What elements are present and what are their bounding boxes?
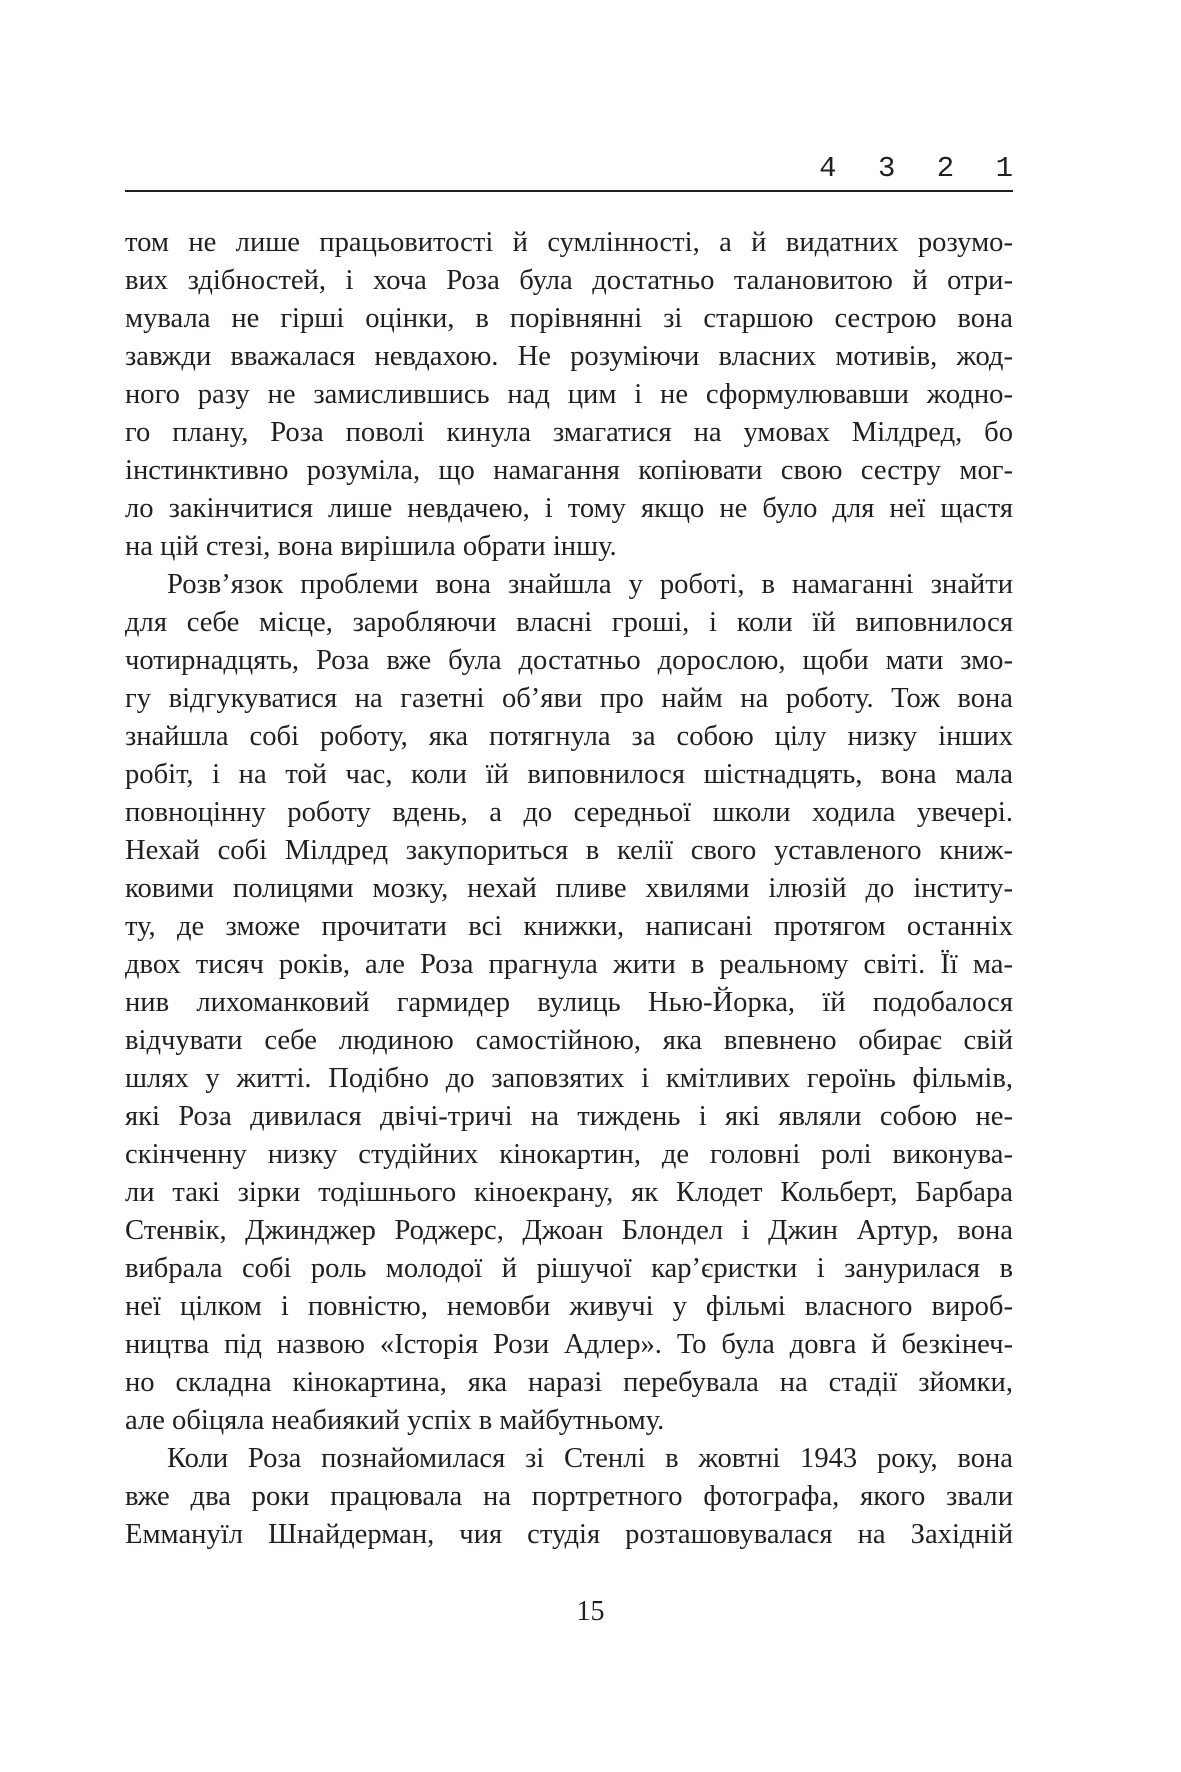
- text-line: відчувати себе людиною самостійною, яка впевнено обирає свій: [125, 1025, 1013, 1056]
- text-line: ного разу не замислившись над цим і не сформулювавши жодно-: [125, 379, 1013, 410]
- text-line: вих здібностей, і хоча Роза була достатньо талановитою й отри-: [125, 265, 1013, 296]
- text-line: ництва під назвою «Історія Рози Адлер». То була довга й безкінеч-: [125, 1329, 1013, 1360]
- text-line: ковими полицями мозку, нехай пливе хвилями ілюзій до інститу-: [125, 873, 1013, 904]
- text-line: на цій стезі, вона вирішила обрати іншу.: [125, 531, 617, 562]
- text-line: нив лихоманковий гармидер вулиць Нью-Йорка, їй подобалося: [125, 987, 1013, 1018]
- text-line: ту, де зможе прочитати всі книжки, написані протягом останніх: [125, 911, 1013, 942]
- text-line: чотирнадцять, Роза вже була достатньо дорослою, щоби мати змо-: [125, 645, 1013, 676]
- text-line: Нехай собі Мілдред закупориться в келії свого уставленого книж-: [125, 835, 1013, 866]
- text-line: повноцінну роботу вдень, а до середньої школи ходила увечері.: [125, 797, 1013, 828]
- text-line: Розв’язок проблеми вона знайшла у роботі, в намаганні знайти: [167, 569, 1013, 600]
- body-text: [125, 224, 1013, 1554]
- text-line: ло закінчитися лише невдачею, і тому якщо не було для неї щастя: [125, 493, 1013, 524]
- text-line: Коли Роза познайомилася зі Стенлі в жовтні 1943 року, вона: [167, 1443, 1013, 1474]
- text-line: Стенвік, Джинджер Роджерс, Джоан Блондел і Джин Артур, вона: [125, 1215, 1013, 1246]
- text-line: вже два роки працювала на портретного фотографа, якого звали: [125, 1481, 1013, 1512]
- text-line: но складна кінокартина, яка наразі перебувала на стадії зйомки,: [125, 1367, 1013, 1398]
- page-number: 15: [576, 1596, 605, 1627]
- text-line: двох тисяч років, але Роза прагнула жити в реальному світі. Її ма-: [125, 949, 1013, 980]
- text-line: мувала не гірші оцінки, в порівнянні зі старшою сестрою вона: [125, 303, 1013, 334]
- text-line: інстинктивно розуміла, що намагання копіювати свою сестру мог-: [125, 455, 1013, 486]
- running-head: [125, 152, 1025, 192]
- text-line: го плану, Роза поволі кинула змагатися на умовах Мілдред, бо: [125, 417, 1013, 448]
- text-line: завжди вважалася невдахою. Не розуміючи власних мотивів, жод-: [125, 341, 1013, 372]
- text-line: вибрала собі роль молодої й рішучої кар’єристки і занурилася в: [125, 1253, 1013, 1284]
- running-head-rule: [125, 190, 1013, 192]
- text-line: ли такі зірки тодішнього кіноекрану, як Клодет Кольберт, Барбара: [125, 1177, 1013, 1208]
- text-line: робіт, і на той час, коли їй виповнилося шістнадцять, вона мала: [125, 759, 1013, 790]
- text-line: неї цілком і повністю, немовби живучі у фільмі власного вироб-: [125, 1291, 1013, 1322]
- running-head-title: 4 3 2 1: [819, 152, 1025, 185]
- text-line: знайшла собі роботу, яка потягнула за собою цілу низку інших: [125, 721, 1013, 752]
- text-line: але обіцяла неабиякий успіх в майбутньому.: [125, 1405, 665, 1436]
- text-line: том не лише працьовитості й сумлінності, а й видатних розумо-: [125, 227, 1013, 258]
- text-line: Еммануїл Шнайдерман, чия студія розташовувалася на Західній: [125, 1519, 1013, 1550]
- text-line: для себе місце, заробляючи власні гроші, і коли їй виповнилося: [125, 607, 1013, 638]
- text-line: гу відгукуватися на газетні об’яви про найм на роботу. Тож вона: [125, 683, 1013, 714]
- text-line: скінченну низку студійних кінокартин, де головні ролі виконува-: [125, 1139, 1013, 1170]
- text-line: шлях у житті. Подібно до заповзятих і кмітливих героїнь фільмів,: [125, 1063, 1013, 1094]
- text-line: які Роза дивилася двічі-тричі на тиждень і які являли собою не-: [125, 1101, 1013, 1132]
